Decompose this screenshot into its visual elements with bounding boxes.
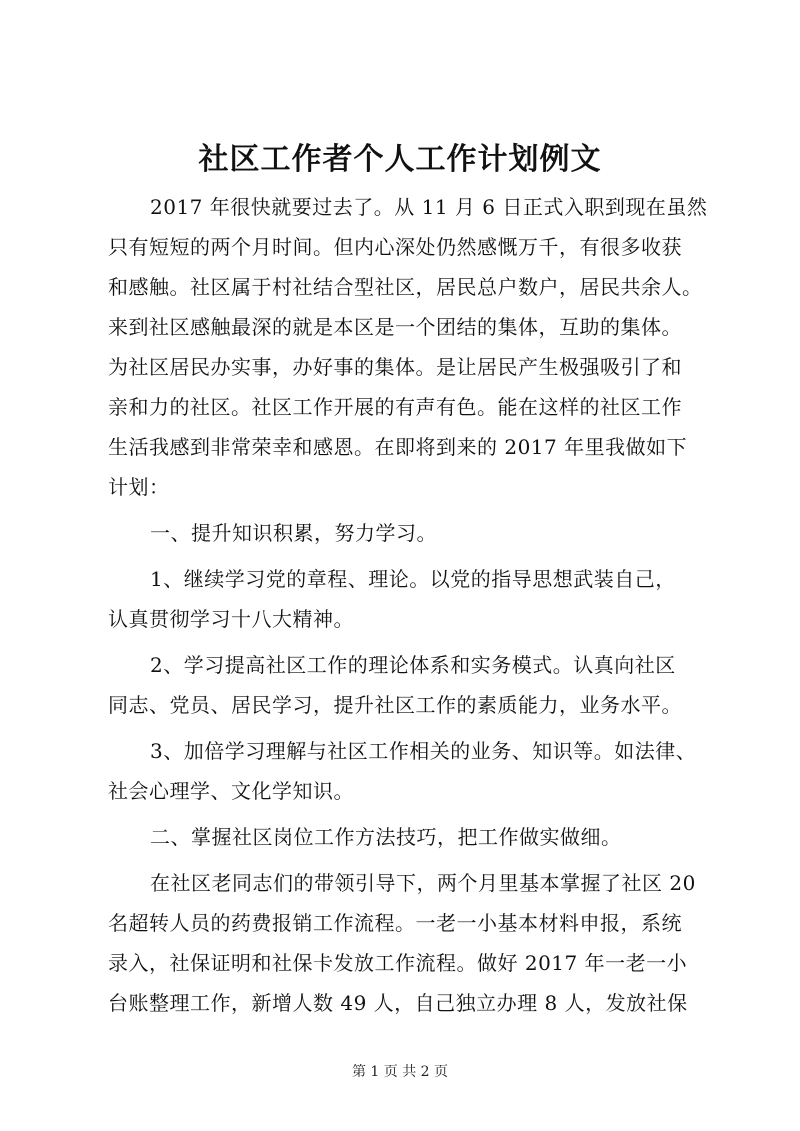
list-item-line: 1、继续学习党的章程、理论。以党的指导思想武装自己， (150, 567, 676, 591)
list-item-line: 2、学习提高社区工作的理论体系和实务模式。认真向社区 (150, 653, 676, 677)
list-item-line: 同志、党员、居民学习，提升社区工作的素质能力，业务水平。 (108, 693, 682, 717)
document-body (108, 187, 708, 1023)
paragraph-line: 生活我感到非常荣幸和感恩。在即将到来的 2017 年里我做如下 (108, 435, 688, 459)
list-item-line: 社会心理学、文化学知识。 (108, 779, 354, 803)
document-title: 社区工作者个人工作计划例文 (198, 142, 602, 177)
paragraph-line: 计划： (108, 475, 170, 499)
paragraph-line: 在社区老同志们的带领引导下，两个月里基本掌握了社区 20 (150, 871, 696, 895)
paragraph-line: 来到社区感触最深的就是本区是一个团结的集体，互助的集体。 (108, 315, 682, 339)
paragraph-line: 名超转人员的药费报销工作流程。一老一小基本材料申报，系统 (108, 911, 682, 935)
section-heading: 一、提升知识积累，努力学习。 (150, 521, 437, 545)
paragraph-line: 只有短短的两个月时间。但内心深处仍然感慨万千，有很多收获 (108, 235, 682, 259)
paragraph-line: 录入，社保证明和社保卡发放工作流程。做好 2017 年一老一小 (108, 951, 688, 975)
page-number-footer: 第 1 页 共 2 页 (351, 1064, 449, 1080)
paragraph-line: 亲和力的社区。社区工作开展的有声有色。能在这样的社区工作 (108, 395, 682, 419)
paragraph-line: 台账整理工作，新增人数 49 人，自己独立办理 8 人，发放社保 (108, 991, 688, 1015)
paragraph-line: 2017 年很快就要过去了。从 11 月 6 日正式入职到现在虽然 (150, 195, 708, 219)
section-heading: 二、掌握社区岗位工作方法技巧，把工作做实做细。 (150, 825, 622, 849)
paragraph-line: 为社区居民办实事，办好事的集体。是让居民产生极强吸引了和 (108, 355, 682, 379)
paragraph-line: 和感触。社区属于村社结合型社区，居民总户数户，居民共余人。 (108, 275, 703, 299)
list-item-line: 认真贯彻学习十八大精神。 (108, 607, 354, 631)
list-item-line: 3、加倍学习理解与社区工作相关的业务、知识等。如法律、 (150, 739, 697, 763)
